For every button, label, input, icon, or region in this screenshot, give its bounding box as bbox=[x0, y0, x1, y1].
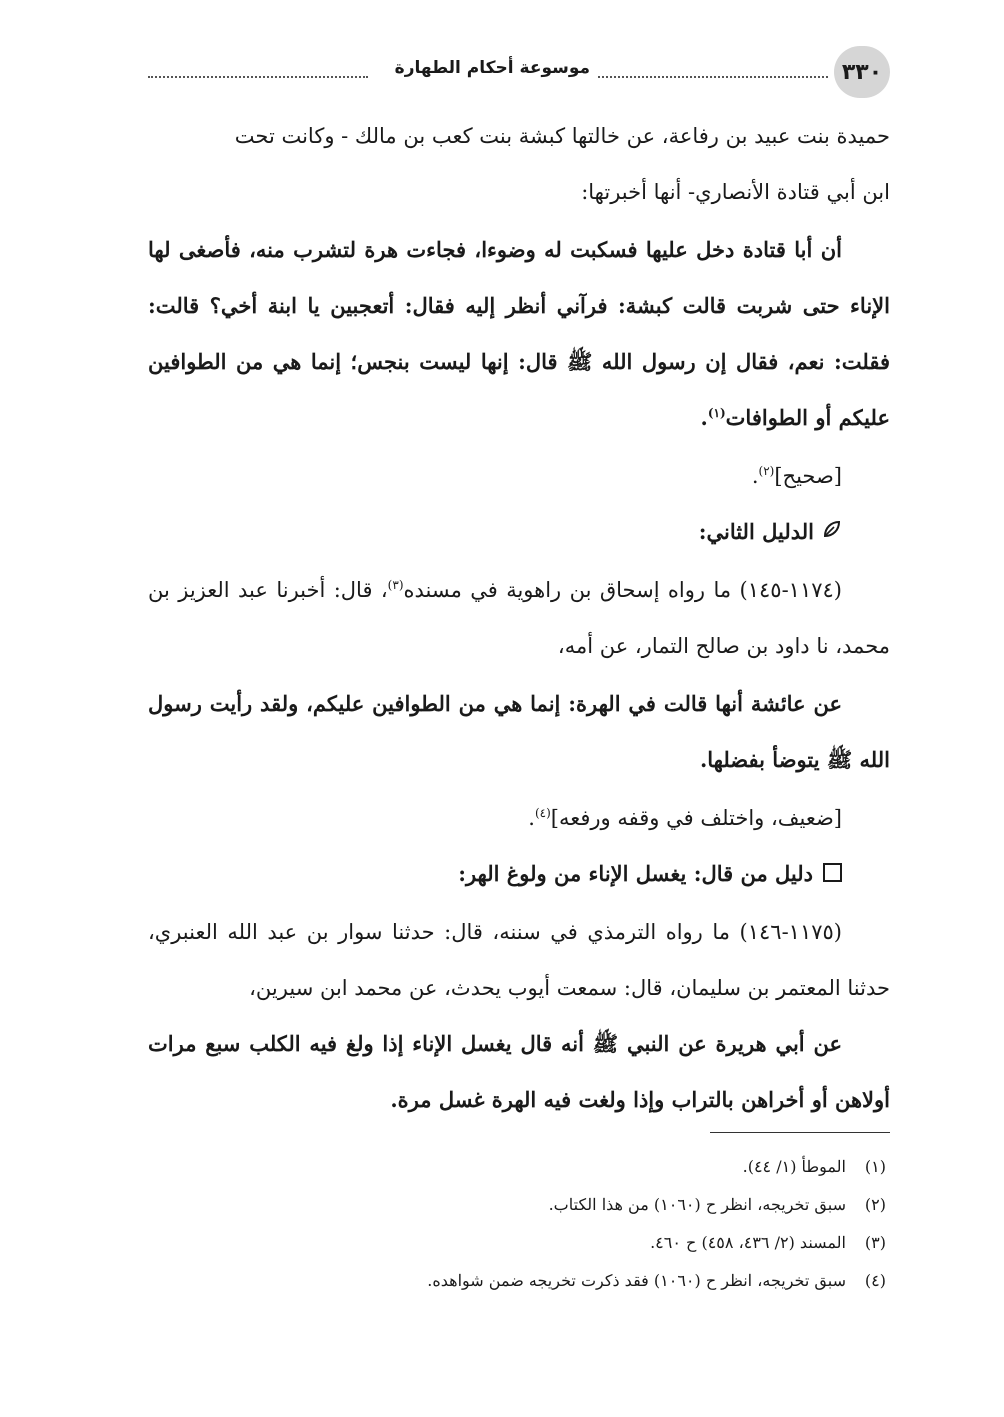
book-title: موسوعة أحكام الطهارة bbox=[394, 58, 590, 78]
footnote-ref-4[interactable]: (٤) bbox=[534, 806, 551, 820]
chain-line-1: حميدة بنت عبيد بن رفاعة، عن خالتها كبشة بنت كعب بن مالك - وكانت تحت bbox=[234, 124, 890, 148]
page-header bbox=[148, 46, 890, 98]
grade-2-text: [ضعيف، واختلف في وقفه ورفعه] bbox=[550, 806, 842, 830]
footnote-ref-1[interactable]: (١) bbox=[707, 406, 726, 420]
footnote-2: (٢)سبق تخريجه، انظر ح (١٠٦٠) من هذا الكتاب. bbox=[548, 1195, 886, 1214]
heading-1-text: الدليل الثاني: bbox=[698, 519, 814, 544]
grade-1-text: [صحيح] bbox=[774, 464, 842, 488]
chain-line-2: ابن أبي قتادة الأنصاري- أنها أخبرتها: bbox=[581, 180, 890, 204]
footnotes bbox=[148, 1148, 890, 1300]
header-dotted-leader-right bbox=[598, 76, 828, 78]
page-number: ٣٣٠ bbox=[841, 59, 883, 85]
grade-2: [ضعيف، واختلف في وقفه ورفعه]$^{(٤)}$. bbox=[528, 806, 842, 830]
page-number-badge bbox=[834, 46, 890, 98]
section-heading-washing-vessel bbox=[148, 846, 890, 902]
footnote-3: (٣)المسند (٢/ ٤٣٦، ٤٥٨) ح ٤٦٠. bbox=[650, 1233, 886, 1252]
square-bullet-icon bbox=[823, 863, 842, 882]
page-body bbox=[148, 108, 890, 1128]
footnote-4: (٤)سبق تخريجه، انظر ح (١٠٦٠) فقد ذكرت تخريجه ضمن شواهده. bbox=[427, 1271, 886, 1290]
hadith-1-body: أن أبا قتادة دخل عليها فسكبت له وضوءا، فجاءت هرة لتشرب منه، فأصغى لها الإناء حتى شربت قالت كبشة: فرآني أنظر إليه فقال: أتعجبين يا ابنة أخي؟ قالت: فقلت: نعم، فقال إن رسول الله ﷺ قال: إنها ليست بنجس؛ إنما هي من الطوافين عليكم أو الطوافات bbox=[148, 237, 890, 430]
narration-ishaq: (١١٧٤-١٤٥) ما رواه إسحاق بن راهوية في مسنده$^{(٣)}$، قال: أخبرنا عبد العزيز بن محمد، نا داود بن صالح التمار، عن أمه، bbox=[148, 578, 890, 658]
narration-tirmidhi: (١١٧٥-١٤٦) ما رواه الترمذي في سننه، قال: حدثنا سوار بن عبد الله العنبري، حدثنا المعتمر بن سليمان، قال: سمعت أيوب يحدث، عن محمد ابن سيرين، bbox=[148, 920, 890, 1000]
footnote-ref-2[interactable]: (٢) bbox=[758, 464, 775, 478]
footnote-separator bbox=[710, 1132, 890, 1133]
header-dotted-leader-left bbox=[148, 76, 368, 78]
hadith-text-aisha: عن عائشة أنها قالت في الهرة: إنما هي من الطوافين عليكم، ولقد رأيت رسول الله ﷺ يتوضأ بفضلها. bbox=[148, 691, 890, 772]
section-heading-second-evidence bbox=[148, 504, 890, 560]
leaf-ornament-icon bbox=[822, 504, 842, 560]
grade-1: [صحيح]$^{(٢)}$. bbox=[751, 464, 842, 488]
footnote-1: (١)الموطأ (١/ ٤٤). bbox=[742, 1157, 886, 1176]
paragraph-chain-continuation bbox=[148, 108, 890, 220]
hadith-text-1: أن أبا قتادة دخل عليها فسكبت له وضوءا، فجاءت هرة لتشرب منه، فأصغى لها الإناء حتى شربت قالت كبشة: فرآني أنظر إليه فقال: أتعجبين يا ابنة أخي؟ قالت: فقلت: نعم، فقال إن رسول الله ﷺ قال: إنها ليست بنجس؛ إنما هي من الطوافين عليكم أو الطوافات$^{(١)}$. bbox=[148, 237, 890, 430]
footnote-ref-3[interactable]: (٣) bbox=[387, 578, 404, 592]
hadith-text-abu-hurayra: عن أبي هريرة عن النبي ﷺ أنه قال يغسل الإناء إذا ولغ فيه الكلب سبع مرات أولاهن أو أخراهن بالتراب وإذا ولغت فيه الهرة غسل مرة. bbox=[148, 1031, 890, 1112]
heading-2-text: دليل من قال: يغسل الإناء من ولوغ الهر: bbox=[458, 861, 813, 886]
